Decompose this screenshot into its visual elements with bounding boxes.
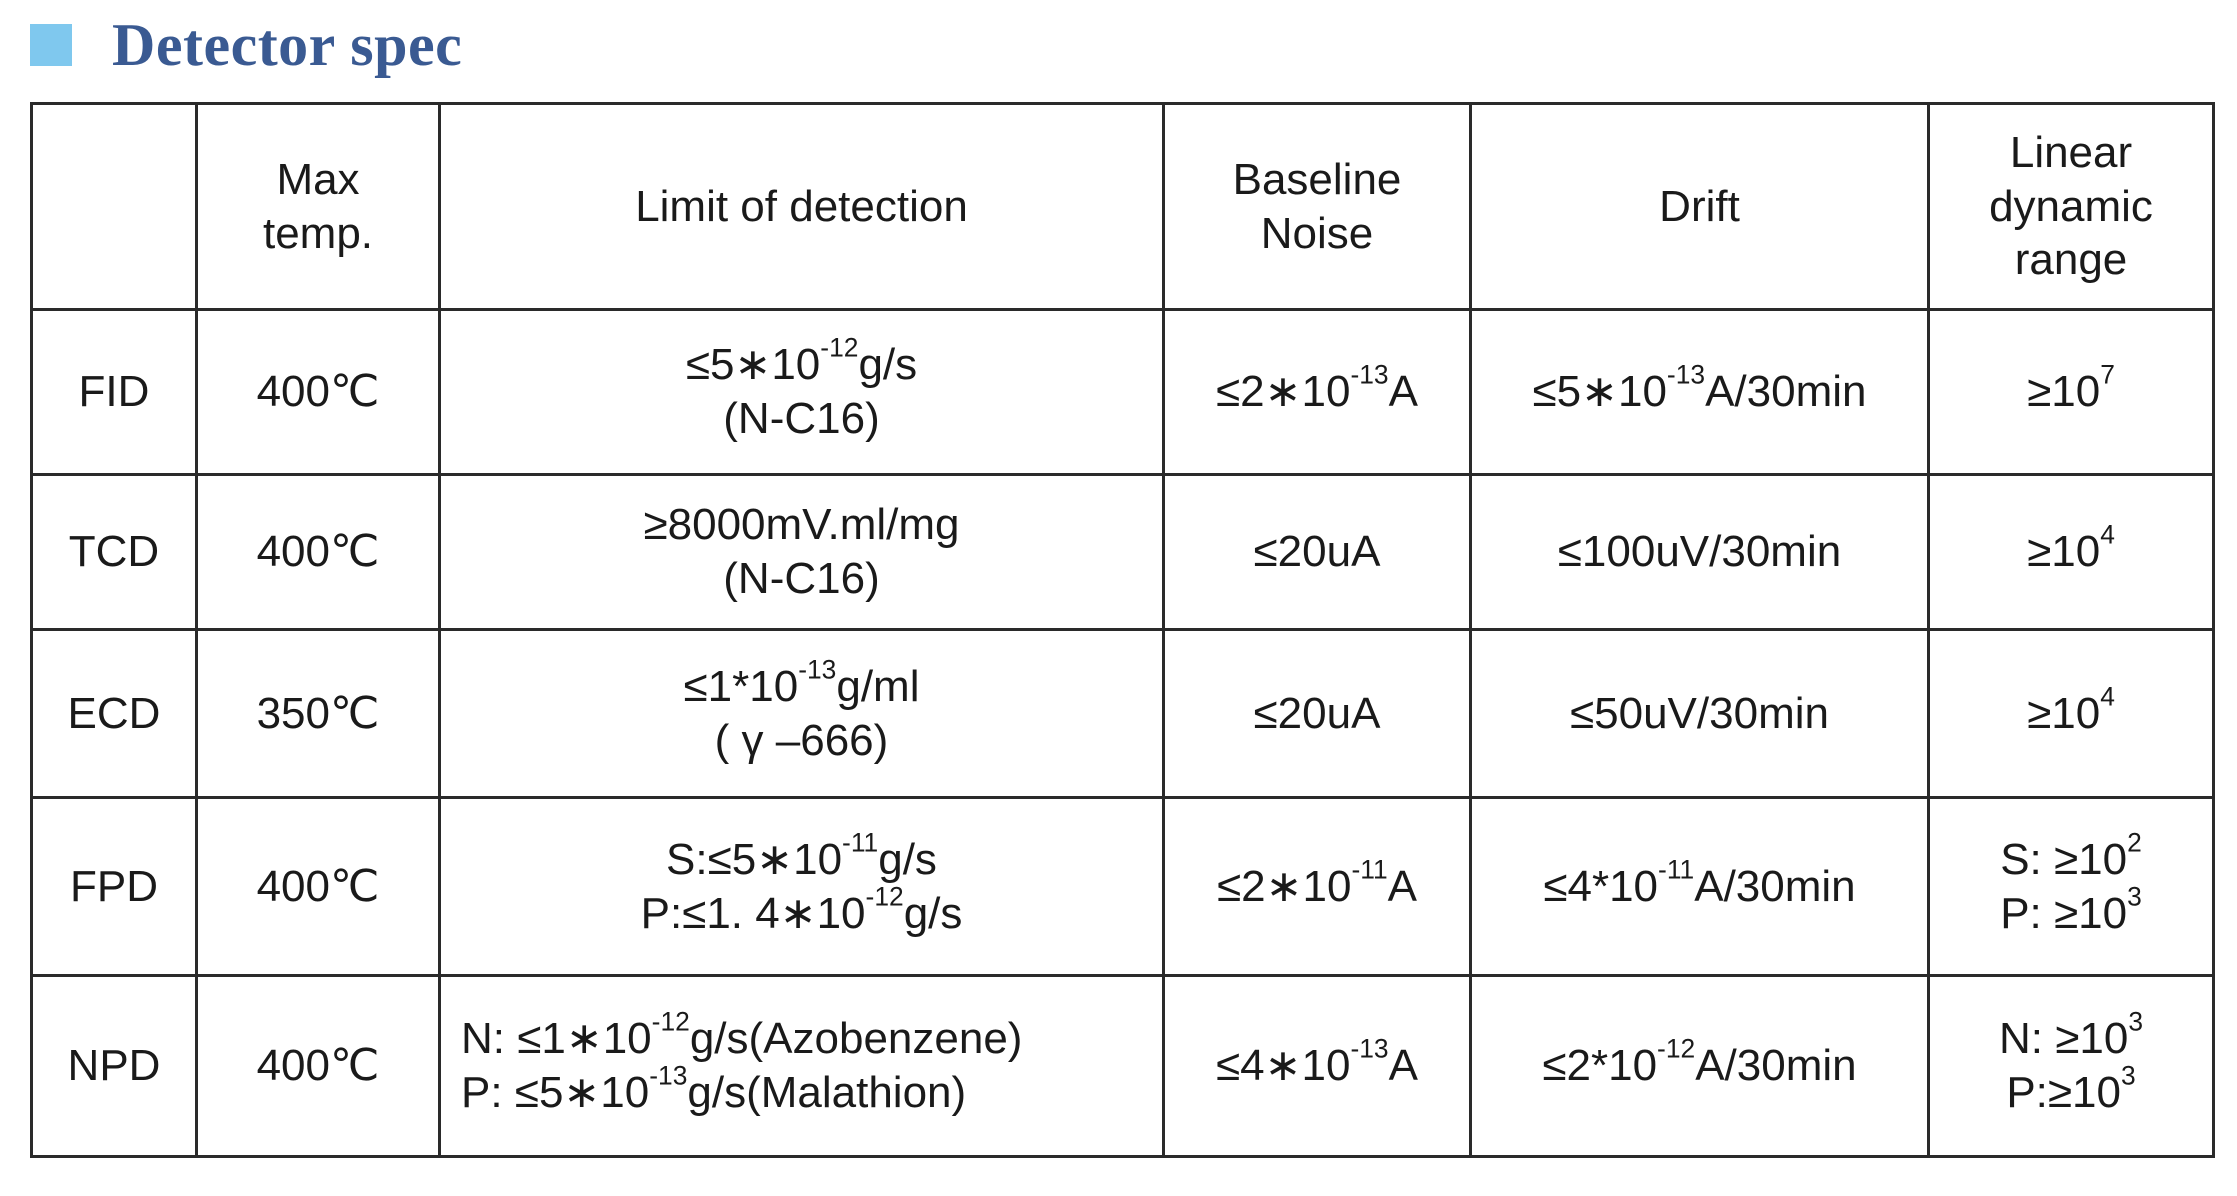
header-max-temp: Max temp. (197, 104, 440, 310)
exponent: -13 (798, 654, 837, 685)
exponent: -11 (842, 827, 879, 858)
cell-line (1938, 827, 2204, 887)
detector-cell: TCD (32, 475, 197, 630)
value-text: (N-C16) (723, 554, 880, 603)
value-text: ≤100uV/30min (1557, 527, 1842, 577)
exponent: -12 (820, 332, 859, 363)
range-cell (1929, 798, 2214, 976)
cell-line (1173, 854, 1461, 914)
value-text: ≤4*10 (1543, 861, 1659, 911)
max-temp-cell: 400℃ (197, 976, 440, 1157)
value-text: ≤2*10 (1542, 1041, 1658, 1091)
limit-cell (440, 798, 1164, 976)
exponent: 4 (2100, 519, 2115, 550)
unit-text: A (1388, 367, 1418, 417)
table-row (32, 475, 2214, 630)
value-text: (N-C16) (723, 394, 880, 443)
title-bar (30, 10, 462, 80)
value-text: P:≥10 (2006, 1068, 2121, 1117)
value-text: N: ≥10 (1998, 1014, 2129, 1064)
value-text: ≤4∗10 (1216, 1041, 1351, 1091)
value-text: P:≤1. 4∗10 (640, 888, 866, 938)
page-title: Detector spec (112, 11, 463, 78)
exponent: -11 (1658, 854, 1695, 885)
value-text: ≤20uA (1253, 527, 1381, 577)
noise-cell (1164, 475, 1471, 630)
cell-line (449, 498, 1154, 552)
header-detector (32, 104, 197, 310)
limit-cell (440, 976, 1164, 1157)
cell-line (449, 654, 1154, 714)
max-temp-cell: 400℃ (197, 310, 440, 475)
exponent: 3 (2128, 1006, 2143, 1037)
noise-cell (1164, 976, 1471, 1157)
exponent: 3 (2127, 881, 2142, 912)
value-text: N: ≤1∗10 (461, 1014, 652, 1064)
value-text: P: ≤5∗10 (461, 1068, 650, 1117)
cell-line (1480, 359, 1919, 419)
unit-text: A/30min (1695, 1041, 1857, 1091)
cell-line (1480, 525, 1919, 579)
noise-cell (1164, 630, 1471, 798)
cell-line (1480, 687, 1919, 741)
cell-line (449, 881, 1154, 941)
exponent: 4 (2100, 681, 2115, 712)
value-text: ≤1*10 (683, 661, 799, 711)
value-text: ≥8000mV.ml/mg (643, 500, 960, 550)
value-text: ≥10 (2027, 688, 2101, 738)
unit-text: g/s (903, 888, 963, 938)
cell-line (1173, 687, 1461, 741)
unit-text: A (1387, 861, 1417, 911)
cell-line (1173, 1033, 1461, 1093)
header-limit-of-detection: Limit of detection (440, 104, 1164, 310)
exponent: 7 (2100, 359, 2115, 390)
limit-cell (440, 630, 1164, 798)
unit-text: A/30min (1694, 861, 1856, 911)
value-text: ≤50uV/30min (1570, 688, 1829, 738)
max-temp-cell: 350℃ (197, 630, 440, 798)
cell-line (1480, 854, 1919, 914)
unit-text: A/30min (1705, 367, 1867, 417)
table-row (32, 798, 2214, 976)
exponent: -13 (1350, 1033, 1389, 1064)
value-text: ≤5∗10 (1532, 367, 1667, 417)
header-drift: Drift (1471, 104, 1929, 310)
value-text: ≤20uA (1253, 688, 1381, 738)
header-linear-dynamic-range: Linear dynamic range (1929, 104, 2214, 310)
detector-spec-table (30, 102, 2215, 1158)
cell-line (449, 332, 1154, 392)
max-temp-cell: 400℃ (197, 475, 440, 630)
cell-line (449, 392, 1154, 446)
cell-line (1938, 519, 2204, 579)
detector-cell: FID (32, 310, 197, 475)
exponent: -13 (649, 1060, 688, 1091)
value-text: ≤2∗10 (1217, 861, 1352, 911)
detector-cell: NPD (32, 976, 197, 1157)
header-row (32, 104, 2214, 310)
cell-line (449, 827, 1154, 887)
cell-line (461, 1060, 1154, 1120)
cell-line (449, 714, 1154, 768)
table-row (32, 630, 2214, 798)
value-text: ≥10 (2027, 527, 2101, 577)
unit-text: g/s (878, 834, 937, 884)
noise-cell (1164, 310, 1471, 475)
exponent: 2 (2127, 827, 2142, 858)
drift-cell (1471, 630, 1929, 798)
detector-cell: ECD (32, 630, 197, 798)
max-temp-cell: 400℃ (197, 798, 440, 976)
range-cell (1929, 475, 2214, 630)
exponent: -12 (1657, 1033, 1696, 1064)
limit-cell (440, 475, 1164, 630)
value-text: S:≤5∗10 (666, 834, 843, 884)
value-text: S: ≥10 (2000, 834, 2128, 884)
drift-cell (1471, 798, 1929, 976)
cell-line (1938, 1006, 2204, 1066)
range-cell (1929, 976, 2214, 1157)
cell-line (1938, 681, 2204, 741)
detector-cell: FPD (32, 798, 197, 976)
cell-line (1938, 881, 2204, 941)
unit-text: g/s (858, 340, 918, 390)
cell-line (1173, 525, 1461, 579)
exponent: -13 (1350, 359, 1389, 390)
unit-text: A (1388, 1041, 1418, 1091)
header-baseline-noise: Baseline Noise (1164, 104, 1471, 310)
drift-cell (1471, 310, 1929, 475)
exponent: 3 (2120, 1060, 2136, 1091)
value-text: ≤2∗10 (1216, 367, 1351, 417)
range-cell (1929, 310, 2214, 475)
cell-line (461, 1006, 1154, 1066)
exponent: -13 (1666, 359, 1706, 390)
unit-text: g/ml (836, 661, 920, 711)
cell-line (1938, 1060, 2204, 1120)
unit-text: g/s(Malathion) (687, 1068, 967, 1117)
drift-cell (1471, 976, 1929, 1157)
cell-line (1938, 359, 2204, 419)
value-text: P: ≥10 (2000, 888, 2128, 938)
value-text: ( γ –666) (714, 715, 889, 765)
title-square-icon (30, 24, 72, 66)
value-text: ≥10 (2027, 367, 2101, 417)
table-row (32, 976, 2214, 1157)
table-row (32, 310, 2214, 475)
exponent: -12 (651, 1006, 690, 1037)
noise-cell (1164, 798, 1471, 976)
limit-cell (440, 310, 1164, 475)
cell-line (1480, 1033, 1919, 1093)
exponent: -12 (865, 881, 904, 912)
value-text: ≤5∗10 (685, 340, 821, 390)
range-cell (1929, 630, 2214, 798)
cell-line (1173, 359, 1461, 419)
cell-line (449, 552, 1154, 606)
exponent: -11 (1351, 854, 1388, 885)
unit-text: g/s(Azobenzene) (689, 1014, 1023, 1064)
drift-cell (1471, 475, 1929, 630)
